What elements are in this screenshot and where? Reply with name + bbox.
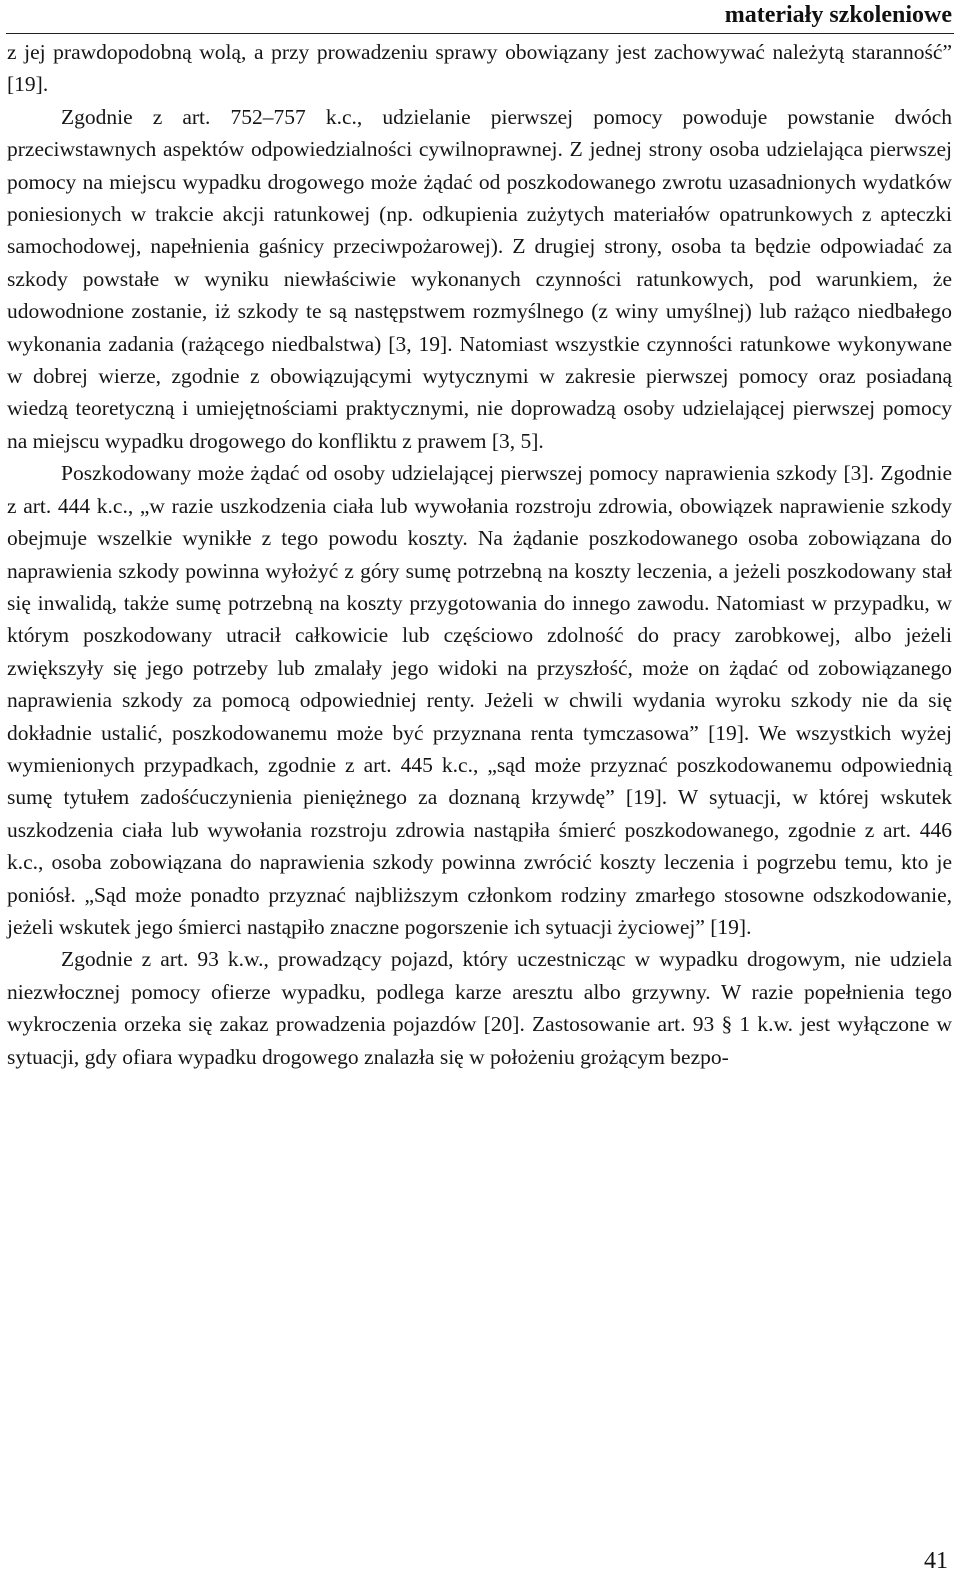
paragraph-offence-code: Zgodnie z art. 93 k.w., prowadzący pojazd, który uczestnicząc w wypadku drogowym, nie udziela niezwłocznej pomocy ofierze wypadku, podlega karze aresztu albo grzywny. W razie popełnienia tego wykroczenia orzeka się zakaz prowadzenia pojazdów [20]. Zastosowanie art. 93 § 1 k.w. jest wyłączone w sytuacji, gdy ofiara wypadku drogowego znalazła się w położeniu grożącym bezpo- xyxy=(7,947,952,1069)
running-header xyxy=(0,0,960,36)
page-number: 41 xyxy=(924,1548,948,1574)
paragraph-damages: Poszkodowany może żądać od osoby udzielającej pierwszej pomocy naprawienia szkody [3]. Zgodnie z art. 444 k.c., „w razie uszkodzenia ciała lub wywołania rozstroju zdrowia, obowiązek naprawienie szkody obejmuje wszelkie wynikłe z tego powodu koszty. Na żądanie poszkodowanego osoba zobowiązana do naprawienia szkody powinna wyłożyć z góry sumę potrzebną na koszty leczenia, a jeżeli poszkodowany stał się inwalidą, także sumę potrzebną na koszty przygotowania do innego zawodu. Natomiast w przypadku, w którym poszkodowany utracił całkowicie lub częściowo zdolność do pracy zarobkowej, albo jeżeli zwiększyły się jego potrzeby lub zmalały jego widoki na przyszłość, może on żądać od zobowiązanego naprawienia szkody za pomocą odpowiedniej renty. Jeżeli w chwili wydania wyroku szkody nie da się dokładnie ustalić, poszkodowanemu może być przyznana renta tymczasowa” [19]. We wszystkich wyżej wymienionych przypadkach, zgodnie z art. 445 k.c., „sąd może przyznać poszkodowanemu odpowiednią sumę tytułem zadośćuczynienia pieniężnego za doznaną krzywdę” [19]. W sytuacji, w której wskutek uszkodzenia ciała lub wywołania rozstroju zdrowia nastąpiła śmierć poszkodowanego, zgodnie z art. 446 k.c., osoba zobowiązana do naprawienia szkody powinna zwrócić koszty leczenia i pogrzebu temu, kto je poniósł. „Sąd może ponadto przyznać najbliższym członkom rodziny zmarłego stosowne odszkodowanie, jeżeli wskutek jego śmierci nastąpiło znaczne pogorszenie ich sytuacji życiowej” [19]. xyxy=(7,461,952,939)
paragraph-continuation: z jej prawdopodobną wolą, a przy prowadzeniu sprawy obowiązany jest zachowywać należytą staranność” [19]. xyxy=(7,40,952,97)
header-title: materiały szkoleniowe xyxy=(724,2,952,28)
paragraph-civil-liability: Zgodnie z art. 752–757 k.c., udzielanie pierwszej pomocy powoduje powstanie dwóch przeciwstawnych aspektów odpowiedzialności cywilnoprawnej. Z jednej strony osoba udzielająca pierwszej pomocy na miejscu wypadku drogowego może żądać od poszkodowanego zwrotu uzasadnionych wydatków poniesionych w trakcie akcji ratunkowej (np. odkupienia zużytych materiałów opatrunkowych z apteczki samochodowej, napełnienia gaśnicy przeciwpożarowej). Z drugiej strony, osoba ta będzie odpowiadać za szkody powstałe w wyniku niewłaściwie wykonanych czynności ratunkowych, pod warunkiem, że udowodnione zostanie, iż szkody te są następstwem rozmyślnego (z winy umyślnej) lub rażąco niedbałego wykonania zadania (rażącego niedbalstwa) [3, 19]. Natomiast wszystkie czynności ratunkowe wykonywane w dobrej wierze, zgodnie z obowiązującymi wytycznymi w zakresie pierwszej pomocy oraz posiadaną wiedzą teoretyczną i umiejętnościami praktycznymi, nie doprowadzą osoby udzielającej pierwszej pomocy na miejscu wypadku drogowego do konfliktu z prawem [3, 5]. xyxy=(7,104,952,453)
header-rule xyxy=(6,33,954,34)
article-body xyxy=(7,36,952,1073)
